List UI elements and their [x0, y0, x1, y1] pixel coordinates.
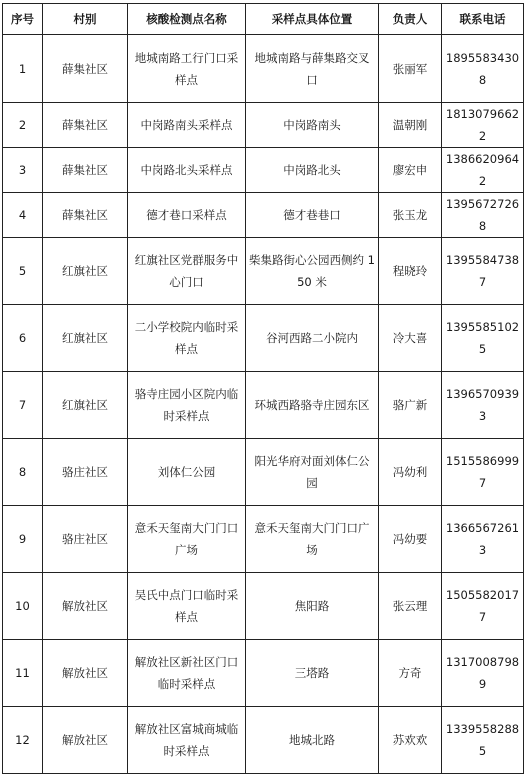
header-site: 核酸检测点名称 — [128, 4, 246, 35]
cell-no: 8 — [3, 439, 43, 506]
cell-phone: 13665672613 — [442, 506, 524, 573]
cell-no: 2 — [3, 103, 43, 148]
cell-village: 解放社区 — [43, 707, 128, 774]
table-row — [3, 148, 524, 193]
table-row — [3, 103, 524, 148]
header-person: 负责人 — [379, 4, 442, 35]
cell-phone: 13965709393 — [442, 372, 524, 439]
cell-village: 红旗社区 — [43, 305, 128, 372]
cell-site: 刘体仁公园 — [128, 439, 246, 506]
cell-phone: 13955851025 — [442, 305, 524, 372]
cell-location: 焦阳路 — [246, 573, 379, 640]
cell-person: 程晓玲 — [379, 238, 442, 305]
cell-village: 红旗社区 — [43, 238, 128, 305]
cell-no: 6 — [3, 305, 43, 372]
cell-village: 薛集社区 — [43, 148, 128, 193]
cell-no: 10 — [3, 573, 43, 640]
cell-site: 二小学校院内临时采样点 — [128, 305, 246, 372]
cell-no: 9 — [3, 506, 43, 573]
cell-village: 红旗社区 — [43, 372, 128, 439]
table-body — [3, 35, 524, 774]
cell-location: 德才巷巷口 — [246, 193, 379, 238]
cell-phone: 15055820177 — [442, 573, 524, 640]
header-location: 采样点具体位置 — [246, 4, 379, 35]
cell-phone: 15155869997 — [442, 439, 524, 506]
table-row — [3, 573, 524, 640]
cell-location: 阳光华府对面刘体仁公园 — [246, 439, 379, 506]
cell-site: 骆寺庄园小区院内临时采样点 — [128, 372, 246, 439]
cell-person: 冯幼利 — [379, 439, 442, 506]
cell-location: 地城南路与薛集路交叉口 — [246, 35, 379, 103]
cell-person: 冷大喜 — [379, 305, 442, 372]
cell-site: 意禾天玺南大门门口广场 — [128, 506, 246, 573]
cell-phone: 13955847387 — [442, 238, 524, 305]
cell-phone: 13395582885 — [442, 707, 524, 774]
cell-village: 薛集社区 — [43, 103, 128, 148]
cell-person: 苏欢欢 — [379, 707, 442, 774]
cell-no: 7 — [3, 372, 43, 439]
cell-village: 薛集社区 — [43, 193, 128, 238]
header-village: 村别 — [43, 4, 128, 35]
table-row — [3, 372, 524, 439]
cell-no: 1 — [3, 35, 43, 103]
cell-village: 骆庄社区 — [43, 439, 128, 506]
cell-location: 谷河西路二小院内 — [246, 305, 379, 372]
cell-site: 吴氏中点门口临时采样点 — [128, 573, 246, 640]
table-row — [3, 640, 524, 707]
cell-phone: 13170087989 — [442, 640, 524, 707]
cell-location: 柴集路街心公园西侧约 150 米 — [246, 238, 379, 305]
cell-person: 方奇 — [379, 640, 442, 707]
cell-no: 11 — [3, 640, 43, 707]
sampling-sites-table — [2, 3, 524, 774]
cell-person: 张玉龙 — [379, 193, 442, 238]
cell-village: 薛集社区 — [43, 35, 128, 103]
cell-location: 中岗路北头 — [246, 148, 379, 193]
cell-site: 中岗路北头采样点 — [128, 148, 246, 193]
cell-location: 地城北路 — [246, 707, 379, 774]
header-phone: 联系电话 — [442, 4, 524, 35]
cell-site: 中岗路南头采样点 — [128, 103, 246, 148]
header-no: 序号 — [3, 4, 43, 35]
cell-site: 地城南路工行门口采样点 — [128, 35, 246, 103]
cell-person: 冯幼要 — [379, 506, 442, 573]
table-row — [3, 35, 524, 103]
cell-site: 解放社区新社区门口临时采样点 — [128, 640, 246, 707]
cell-phone: 13956727268 — [442, 193, 524, 238]
cell-person: 张云理 — [379, 573, 442, 640]
cell-location: 中岗路南头 — [246, 103, 379, 148]
table-row — [3, 193, 524, 238]
table-row — [3, 439, 524, 506]
cell-site: 德才巷口采样点 — [128, 193, 246, 238]
cell-phone: 18955834308 — [442, 35, 524, 103]
cell-location: 意禾天玺南大门门口广场 — [246, 506, 379, 573]
cell-site: 解放社区富城商城临时采样点 — [128, 707, 246, 774]
cell-person: 廖宏申 — [379, 148, 442, 193]
cell-village: 骆庄社区 — [43, 506, 128, 573]
cell-site: 红旗社区党群服务中心门口 — [128, 238, 246, 305]
table-row — [3, 305, 524, 372]
cell-village: 解放社区 — [43, 573, 128, 640]
cell-phone: 13866209642 — [442, 148, 524, 193]
cell-location: 三塔路 — [246, 640, 379, 707]
cell-no: 4 — [3, 193, 43, 238]
cell-person: 张丽军 — [379, 35, 442, 103]
cell-person: 温朝刚 — [379, 103, 442, 148]
table-header-row — [3, 4, 524, 35]
table-row — [3, 506, 524, 573]
table-row — [3, 238, 524, 305]
cell-location: 环城西路骆寺庄园东区 — [246, 372, 379, 439]
cell-phone: 18130796622 — [442, 103, 524, 148]
cell-no: 12 — [3, 707, 43, 774]
cell-village: 解放社区 — [43, 640, 128, 707]
cell-no: 5 — [3, 238, 43, 305]
table-row — [3, 707, 524, 774]
cell-no: 3 — [3, 148, 43, 193]
cell-person: 骆广新 — [379, 372, 442, 439]
